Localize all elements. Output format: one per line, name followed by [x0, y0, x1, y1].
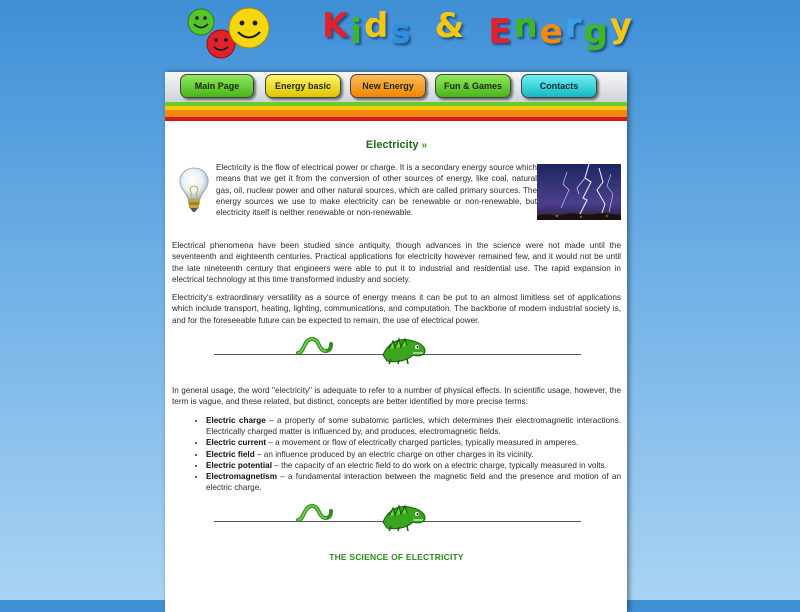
- site-title-letter: g: [583, 12, 610, 52]
- light-bulb-icon: [176, 166, 212, 214]
- term-definition: – an influence produced by an electric charge on other charges in its vicinity.: [254, 449, 534, 459]
- lightning-photo: [537, 164, 621, 220]
- main-content: [172, 132, 621, 563]
- term-name: Electric current: [206, 438, 267, 448]
- section-subtitle: THE SCIENCE OF ELECTRICITY: [329, 551, 464, 562]
- versatility-paragraph: Electricity's extraordinary versatility as a source of energy means it can be put to an almost limitless set of applications which include transport, heating, lighting, communications, and computation. The backbone of modern industrial society is, and for the foreseeable future can be expected to remain, the use of electrical power.: [172, 293, 621, 325]
- site-title-letter: d: [364, 6, 391, 46]
- terms-list: [172, 415, 621, 494]
- page-title: [172, 138, 621, 152]
- term-name: Electric field: [206, 449, 255, 459]
- snake-divider: [172, 333, 621, 377]
- list-item: [206, 471, 621, 494]
- double-arrow-icon: »: [421, 140, 428, 151]
- site-title-letter: i: [350, 12, 365, 52]
- term-name: Electric charge: [206, 415, 266, 425]
- intro-section: [172, 162, 621, 232]
- term-name: Electric potential: [206, 460, 272, 470]
- term-definition: – a movement or flow of electrically charged particles, typically measured in amperes.: [266, 438, 579, 448]
- site-title-letter: r: [564, 6, 584, 46]
- site-title-letter: s: [390, 12, 413, 52]
- page-title-text: Electricity: [365, 139, 419, 151]
- nav-energy-basic-button[interactable]: Energy basic: [265, 74, 341, 98]
- list-item: [206, 449, 621, 460]
- smiley-faces-logo: [183, 6, 275, 62]
- site-title-letter: y: [609, 6, 635, 46]
- term-definition: – a property of some subatomic particles, which determines their electromagnetic interactions. Electrically charged matter is influenced by, and produces, electromagnetic fields.: [206, 415, 621, 436]
- dragon-icon: [379, 500, 429, 532]
- usage-paragraph: In general usage, the word "electricity" is adequate to refer to a number of physical effects. In scientific usage, however, the term is vague, and these related, but distinct, concepts are better identified by more precise terms:: [172, 386, 621, 407]
- dragon-icon: [379, 333, 429, 365]
- site-title-letter: &: [434, 6, 467, 46]
- nav-bar: [165, 72, 627, 102]
- term-definition: – a fundamental interaction between the magnetic field and the presence and motion of an electric charge.: [206, 472, 621, 493]
- snake-icon: [294, 333, 334, 357]
- site-title: [322, 8, 634, 54]
- site-title-letter: n: [513, 6, 540, 46]
- term-name: Electromagnetism: [206, 472, 277, 482]
- intro-paragraph: Electricity is the flow of electrical power or charge. It is a secondary energy source which means that we get it from the conversion of other sources of energy, like coal, natural gas, oil, nuclear power and other natural sources, which are called primary sources. The energy sources we use to make electricity can be renewable or non-renewable, but electricity itself is neither renewable or non-renewable.: [216, 163, 537, 218]
- list-item: [206, 415, 621, 438]
- site-title-letter: E: [488, 12, 514, 52]
- list-item: [206, 460, 621, 471]
- stripe-orange: [165, 110, 627, 117]
- stripe-red: [165, 117, 627, 121]
- site-title-letter: e: [539, 12, 565, 52]
- site-title-letter: K: [322, 6, 351, 46]
- nav-fun-games-button[interactable]: Fun & Games: [435, 74, 511, 98]
- history-paragraph: Electrical phenomena have been studied since antiquity, though advances in the science were not made until the seventeenth and eighteenth centuries. Practical applications for electricity however remained few, and it would not be until the late nineteenth century that engineers were able to put it to industrial and residential use. The rapid expansion in electrical technology at this time transformed industry and society.: [172, 241, 621, 284]
- list-item: [206, 437, 621, 448]
- nav-contacts-button[interactable]: Contacts: [521, 74, 597, 98]
- nav-main-page-button[interactable]: Main Page: [180, 74, 254, 98]
- snake-divider: [172, 500, 621, 544]
- term-definition: – the capacity of an electric field to do work on a electric charge, typically measured in volts.: [271, 460, 607, 470]
- page-container: [165, 72, 627, 612]
- snake-icon: [294, 500, 334, 524]
- nav-new-energy-button[interactable]: New Energy: [350, 74, 426, 98]
